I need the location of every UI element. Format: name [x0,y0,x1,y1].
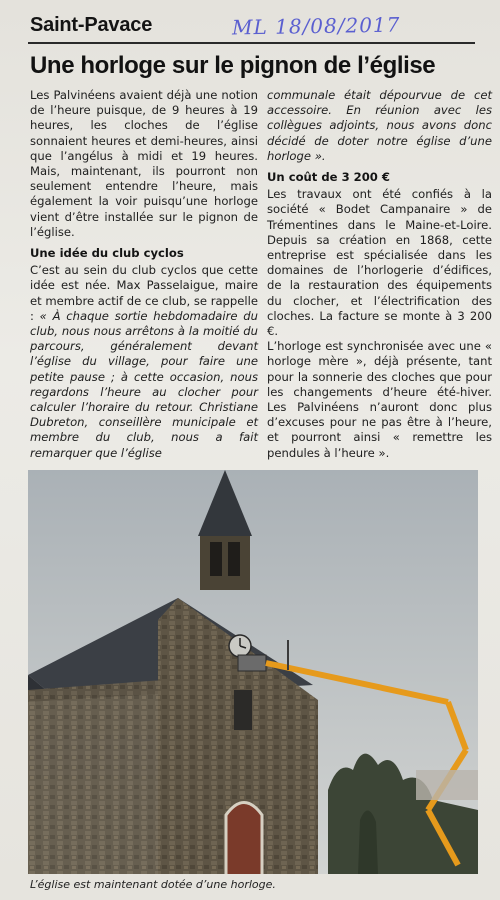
subhead-club-cyclos: Une idée du club cyclos [30,246,184,261]
article-intro-paragraph: Les Palvinéens avaient déjà une notion de l’heure puisque, de 9 heures à 19 heures, les cloches de l’église sonnaient heures et demi-heures, ainsi que l’angélus à midi et 19 heures. Mais, maintenant, ils pourront non seulement entendre l’heure, mais également la voir puisqu’une horloge vient d’être installée sur le pignon de l’église. [30,88,258,239]
article-column-left [30,88,258,461]
handwritten-date-note: ML 18/08/2017 [231,12,401,40]
mayor-quote: « À chaque sortie hebdomadaire du club, nous nous arrêtons à la moitié du parcours, généralement devant l’église du village, pour faire une petite pause ; à cette occasion, nous regardons l’heure au clocher pour calculer l’horaire du retour. Christiane Dubreton, conseillère municipale et membre du club, nous a fait remarquer que l’église [30,308,258,460]
mayor-quote-continued: communale était dépourvue de cet accessoire. En réunion avec les collègues adjoints, nous avons donc décidé de doter notre église d’une horloge ». [267,88,492,163]
article-paragraph-cost: Les travaux ont été confiés à la société « Bodet Campanaire » de Trémentines dans le Maine-et-Loire. Depuis sa création en 1868, cette entreprise est spécialisée dans les domaines de l’horlogerie d’édifices, de la restauration des équipements du clocher, et l’électrification des cloches. La facture se monte à 3 200 €. [267,187,492,339]
article-headline: Une horloge sur le pignon de l’église [30,52,436,79]
article-paragraph-clock: L’horloge est synchronisée avec une « horloge mère », déjà présente, tant pour la sonnerie des cloches que pour les changements d’heure été-hiver. Les Palvinéens n’auront donc plus d’excuses pour ne pas être à l’heure, et pourront ainsi « remettre les pendules à l’heure ». [267,339,492,460]
article-column-right [267,88,492,461]
section-title: Saint-Pavace [30,14,153,36]
subhead-cost: Un coût de 3 200 € [267,170,390,185]
paragraph-2-text: C’est au sein du club cyclos que cette idée est née. Max Passelaigue, maire et membre actif de ce club, se rappelle : [30,263,258,323]
article-paragraph-2 [30,263,258,461]
church-with-crane-illustration [28,470,478,874]
header-rule [28,42,475,44]
photo-caption: L’église est maintenant dotée d’une horloge. [30,878,276,891]
church-photo [28,470,478,874]
